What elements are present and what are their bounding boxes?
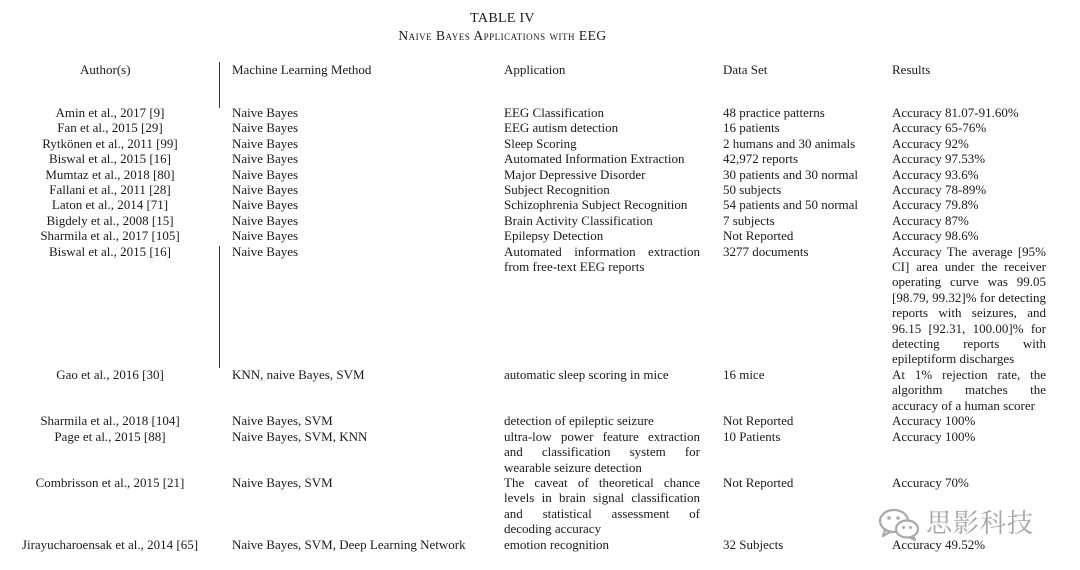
cell-method: Naive Bayes, SVM, Deep Learning Network	[232, 537, 466, 552]
cell-dataset: 32 Subjects	[723, 537, 784, 552]
cell-dataset: 2 humans and 30 animals	[723, 135, 856, 151]
cell-author: Biswal et al., 2015 [16]	[48, 243, 172, 259]
cell-author: Combrisson et al., 2015 [21]	[35, 475, 185, 490]
cell-method: Naive Bayes	[232, 120, 299, 136]
cell-dataset: Not Reported	[723, 228, 794, 244]
cell-method: Naive Bayes	[232, 228, 299, 244]
cell-results: Accuracy 98.6%	[892, 228, 979, 244]
cell-dataset: 16 patients	[723, 120, 780, 136]
cell-method: Naive Bayes, SVM	[232, 475, 333, 490]
cell-application: Subject Recognition	[504, 182, 610, 197]
table-number: TABLE IV	[470, 11, 535, 26]
cell-dataset: 48 practice patterns	[723, 105, 825, 120]
table-title: Naive Bayes Applications with EEG	[398, 28, 607, 43]
cell-dataset: Not Reported	[723, 475, 794, 490]
cell-application: EEG Classification	[504, 105, 605, 120]
wechat-icon	[878, 507, 920, 541]
cell-results: Accuracy 93.6%	[892, 166, 979, 182]
cell-dataset: 3277 documents	[723, 243, 809, 259]
cell-application: detection of epileptic seizure	[504, 413, 654, 429]
column-divider	[219, 246, 220, 368]
cell-results: Accuracy 97.53%	[892, 151, 986, 167]
cell-results: At 1% rejection rate, the algorithm matches the accuracy of a human scorer	[892, 367, 1046, 413]
cell-method: Naive Bayes, SVM	[232, 413, 333, 429]
cell-author: Jirayucharoensak et al., 2014 [65]	[21, 537, 199, 552]
cell-dataset: 16 mice	[723, 367, 765, 382]
cell-author: Biswal et al., 2015 [16]	[48, 151, 172, 167]
cell-dataset: 30 patients and 30 normal	[723, 166, 859, 182]
cell-author: Page et al., 2015 [88]	[54, 428, 166, 444]
cell-application: ultra-low power feature extraction and classification system for wearable seizure detection	[504, 428, 700, 475]
cell-results: Accuracy 49.52%	[892, 537, 986, 552]
cell-author: Amin et al., 2017 [9]	[55, 105, 165, 120]
cell-author: Gao et al., 2016 [30]	[56, 367, 164, 382]
cell-results: Accuracy 100%	[892, 413, 976, 429]
cell-method: Naive Bayes	[232, 135, 299, 151]
cell-dataset: 42,972 reports	[723, 151, 799, 167]
cell-author: Bigdely et al., 2008 [15]	[46, 212, 174, 228]
cell-results: Accuracy The average [95% CI] area under the receiver operating curve was 99.05 [98.79, 99.32]% for detecting reports with seizures, and 96.15 [92.31, 100.00]% for detecting reports with epileptiform discharges	[892, 243, 1046, 367]
header-results: Results	[892, 62, 931, 77]
cell-results: Accuracy 81.07-91.60%	[892, 105, 1019, 120]
cell-application: Epilepsy Detection	[504, 228, 604, 244]
cell-results: Accuracy 87%	[892, 212, 969, 228]
header-application: Application	[504, 62, 566, 77]
cell-application: Major Depressive Disorder	[504, 166, 646, 182]
cell-author: Fallani et al., 2011 [28]	[49, 182, 171, 197]
cell-method: Naive Bayes	[232, 105, 299, 120]
cell-method: Naive Bayes	[232, 166, 299, 182]
cell-method: Naive Bayes	[232, 151, 299, 167]
cell-dataset: Not Reported	[723, 413, 794, 429]
cell-application: Sleep Scoring	[504, 135, 577, 151]
cell-results: Accuracy 70%	[892, 475, 969, 490]
cell-dataset: 54 patients and 50 normal	[723, 197, 859, 213]
cell-author: Laton et al., 2014 [71]	[51, 197, 169, 213]
cell-author: Sharmila et al., 2017 [105]	[40, 228, 180, 244]
cell-method: Naive Bayes	[232, 243, 299, 259]
cell-application: EEG autism detection	[504, 120, 619, 136]
cell-method: Naive Bayes	[232, 212, 299, 228]
cell-method: Naive Bayes, SVM, KNN	[232, 428, 368, 444]
cell-results: Accuracy 65-76%	[892, 120, 987, 136]
table-caption	[0, 10, 1005, 44]
watermark-text: 思影科技	[926, 509, 1035, 539]
cell-method: Naive Bayes	[232, 197, 299, 213]
header-dataset: Data Set	[723, 62, 768, 77]
cell-dataset: 50 subjects	[723, 182, 782, 197]
cell-results: Accuracy 100%	[892, 428, 976, 444]
cell-application: Automated Information Extraction	[504, 151, 685, 167]
cell-method: Naive Bayes	[232, 182, 299, 197]
cell-application: Schizophrenia Subject Recognition	[504, 197, 688, 213]
header-author: Author(s)	[80, 62, 131, 77]
cell-application: Brain Activity Classification	[504, 212, 653, 228]
cell-method: KNN, naive Bayes, SVM	[232, 367, 365, 382]
cell-author: Rytkönen et al., 2011 [99]	[42, 135, 178, 151]
cell-application: emotion recognition	[504, 537, 610, 552]
cell-author: Mumtaz et al., 2018 [80]	[45, 166, 175, 182]
column-divider	[219, 62, 220, 108]
cell-dataset: 7 subjects	[723, 212, 775, 228]
header-method: Machine Learning Method	[232, 62, 372, 77]
cell-results: Accuracy 78-89%	[892, 182, 987, 197]
cell-author: Sharmila et al., 2018 [104]	[40, 413, 180, 429]
cell-application: automatic sleep scoring in mice	[504, 367, 669, 382]
watermark	[878, 505, 1048, 545]
cell-application: The caveat of theoretical chance levels in brain signal classification and statistical assessment of decoding accuracy	[504, 475, 700, 537]
cell-author: Fan et al., 2015 [29]	[57, 120, 163, 136]
table-header	[0, 62, 1080, 78]
cell-results: Accuracy 79.8%	[892, 197, 979, 213]
cell-dataset: 10 Patients	[723, 428, 781, 444]
cell-application: Automated information extraction from free-text EEG reports	[504, 243, 700, 274]
cell-results: Accuracy 92%	[892, 135, 969, 151]
